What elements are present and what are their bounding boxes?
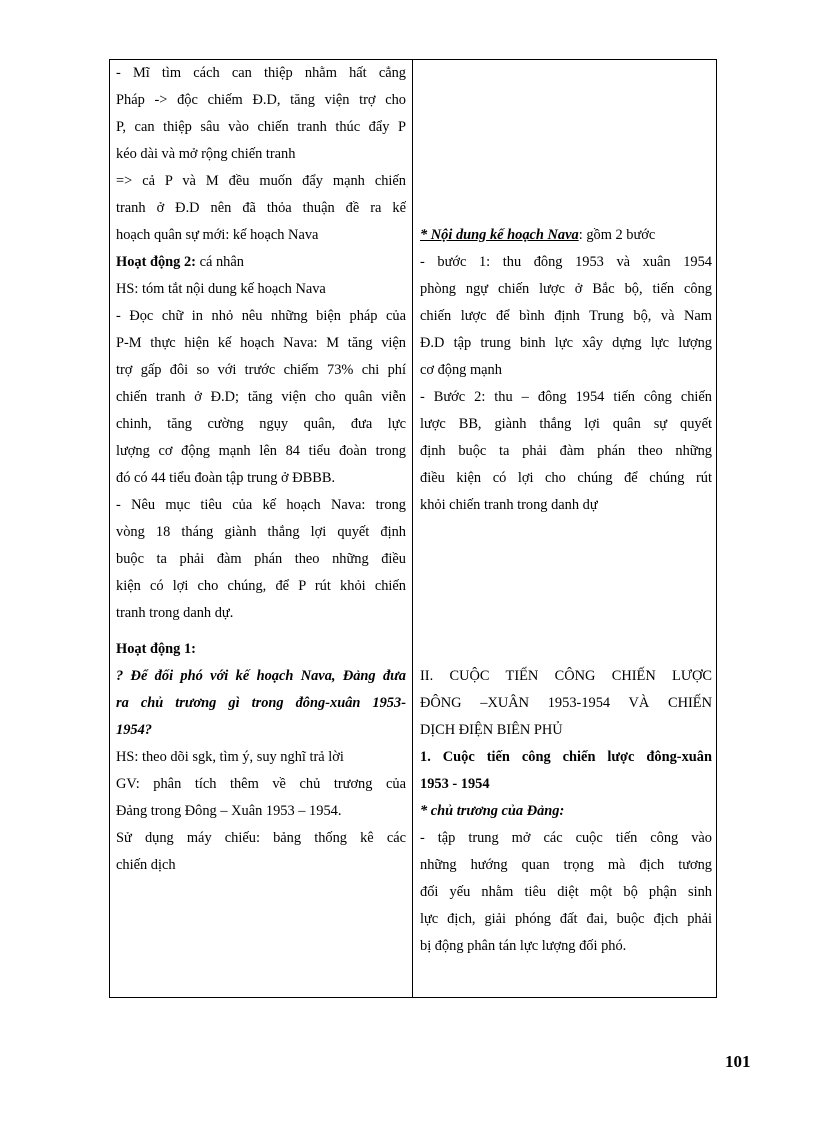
- text-line: lượng cơ động mạnh lên 84 tiểu đoàn trong: [116, 443, 406, 459]
- text-line: - tập trung mở các cuộc tiến công vào: [420, 830, 712, 846]
- text-line: tranh ở Đ.D nên đã thỏa thuận đề ra kế: [116, 200, 406, 216]
- text-line: trợ gấp đôi so với trước chiếm 73% chi phí: [116, 362, 406, 378]
- text-line: GV: phân tích thêm về chủ trương của: [116, 776, 406, 792]
- text-line: lực địch, giải phóng đất đai, buộc địch phải: [420, 911, 712, 927]
- text-line: chiến dịch: [116, 857, 176, 873]
- text-line: - Bước 2: thu – đông 1954 tiến công chiến: [420, 389, 712, 405]
- text-line: Đ.D tập trung binh lực xây dựng lực lượng: [420, 335, 712, 351]
- section-title-line: DỊCH ĐIỆN BIÊN PHỦ: [420, 722, 563, 738]
- text-line: P-M thực hiện kế hoạch Nava: M tăng viện: [116, 335, 406, 351]
- nava-content-title: * Nội dung kế hoạch Nava: [420, 227, 579, 243]
- text-line: những hướng quan trọng mà địch tương: [420, 857, 712, 873]
- party-policy-heading: * chủ trương của Đảng:: [420, 803, 565, 819]
- text-line: P, can thiệp sâu vào chiến tranh thúc đẩy P: [116, 119, 406, 135]
- text-line: - Mĩ tìm cách can thiệp nhằm hất cẳng: [116, 65, 406, 81]
- section-title-line: ĐÔNG –XUÂN 1953-1954 VÀ CHIẾN: [420, 695, 712, 711]
- activity-1-heading: Hoạt động 1:: [116, 641, 196, 657]
- text-line: - Đọc chữ in nhỏ nêu những biện pháp của: [116, 308, 406, 324]
- text-line: buộc ta phải đàm phán theo những điều: [116, 551, 406, 567]
- text-line: đối yếu nhằm tiêu diệt một bộ phận sinh: [420, 884, 712, 900]
- text-line: cơ động mạnh: [420, 362, 502, 378]
- section-title-line: II. CUỘC TIẾN CÔNG CHIẾN LƯỢC: [420, 668, 712, 684]
- text-line: kiện có lợi cho chúng, để P rút khỏi chiến: [116, 578, 406, 594]
- text-line: Đảng trong Đông – Xuân 1953 – 1954.: [116, 803, 342, 819]
- activity-2-heading: Hoạt động 2:: [116, 254, 196, 270]
- question-line: ? Để đối phó với kế hoạch Nava, Đảng đưa: [116, 668, 406, 684]
- text-line: hoạch quân sự mới: kế hoạch Nava: [116, 227, 319, 243]
- subsection-title: 1. Cuộc tiến công chiến lược đông-xuân: [420, 749, 712, 765]
- text-line: kéo dài và mở rộng chiến tranh: [116, 146, 296, 162]
- content-table: [109, 59, 717, 998]
- text-line: chiến lược để bình định Trung bộ, và Nam: [420, 308, 712, 324]
- page-number: 101: [725, 1052, 751, 1071]
- text-line: HS: tóm tắt nội dung kế hoạch Nava: [116, 281, 326, 297]
- text-line: khỏi chiến tranh trong danh dự: [420, 497, 598, 513]
- text-line: vòng 18 tháng giành thắng lợi quyết định: [116, 524, 406, 540]
- text-line: - bước 1: thu đông 1953 và xuân 1954: [420, 254, 712, 270]
- text-line: Sử dụng máy chiếu: bảng thống kê các: [116, 830, 406, 846]
- section-heading: * Nội dung kế hoạch Nava: gồm 2 bước: [420, 227, 656, 243]
- text-line: chinh, tăng cường ngụy quân, đưa lực: [116, 416, 406, 432]
- text-line: lược BB, giành thắng lợi quân sự quyết: [420, 416, 712, 432]
- text-line: bị động phân tán lực lượng đối phó.: [420, 938, 627, 954]
- text-line: HS: theo dõi sgk, tìm ý, suy nghĩ trả lời: [116, 749, 344, 765]
- text-line: tranh trong danh dự.: [116, 605, 234, 621]
- text-line: chiến tranh ở Đ.D; tăng viện cho quân viễn: [116, 389, 406, 405]
- text-line: phòng ngự chiến lược ở Bắc bộ, tiến công: [420, 281, 712, 297]
- text-line: định buộc ta phải đàm phán theo những: [420, 443, 712, 459]
- text-line: => cả P và M đều muốn đẩy mạnh chiến: [116, 173, 406, 189]
- text-line: đó có 44 tiểu đoàn tập trung ở ĐBBB.: [116, 470, 336, 486]
- question-line: 1954?: [116, 722, 152, 738]
- text-line: Pháp -> độc chiếm Đ.D, tăng viện trợ cho: [116, 92, 406, 108]
- question-line: ra chủ trương gì trong đông-xuân 1953-: [116, 695, 406, 711]
- text-line: - Nêu mục tiêu của kế hoạch Nava: trong: [116, 497, 406, 513]
- activity-line: Hoạt động 2: cá nhân: [116, 254, 244, 270]
- subsection-title: 1953 - 1954: [420, 776, 490, 792]
- column-divider: [412, 60, 413, 997]
- text-line: điều kiện có lợi cho chúng để chúng rút: [420, 470, 712, 486]
